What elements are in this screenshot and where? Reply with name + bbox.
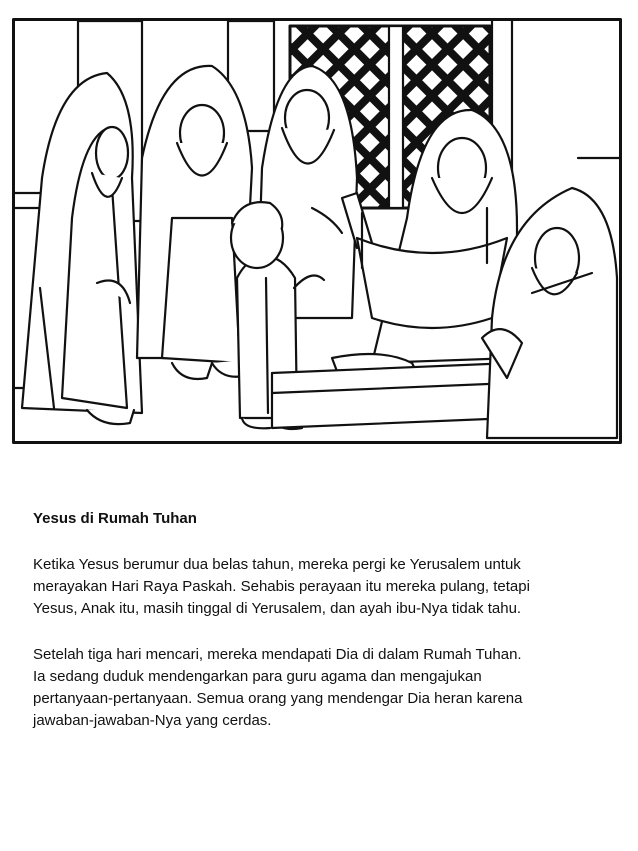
temple-scene-drawing <box>12 18 622 444</box>
hooded-man-left <box>22 73 142 424</box>
paragraph-1 <box>33 554 608 620</box>
story-title: Yesus di Rumah Tuhan <box>33 510 197 527</box>
paragraph-line: Setelah tiga hari mencari, mereka mendapati Dia di dalam Rumah Tuhan. <box>33 646 522 663</box>
coloring-illustration <box>12 18 622 444</box>
paragraph-line: jawaban-jawaban-Nya yang cerdas. <box>33 712 272 729</box>
paragraph-line: Yesus, Anak itu, masih tinggal di Yerusalem, dan ayah ibu-Nya tidak tahu. <box>33 600 522 617</box>
paragraph-line: pertanyaan-pertanyaan. Semua orang yang mendengar Dia heran karena <box>33 690 523 707</box>
paragraph-line: Ketika Yesus berumur dua belas tahun, mereka pergi ke Yerusalem untuk <box>33 556 521 573</box>
paragraph-line: Ia sedang duduk mendengarkan para guru agama dan mengajukan <box>33 668 482 685</box>
paragraph-2 <box>33 644 608 732</box>
platform-bench <box>272 363 512 428</box>
paragraph-line: merayakan Hari Raya Paskah. Sehabis perayaan itu mereka pulang, tetapi <box>33 578 530 595</box>
story-text <box>33 508 608 756</box>
